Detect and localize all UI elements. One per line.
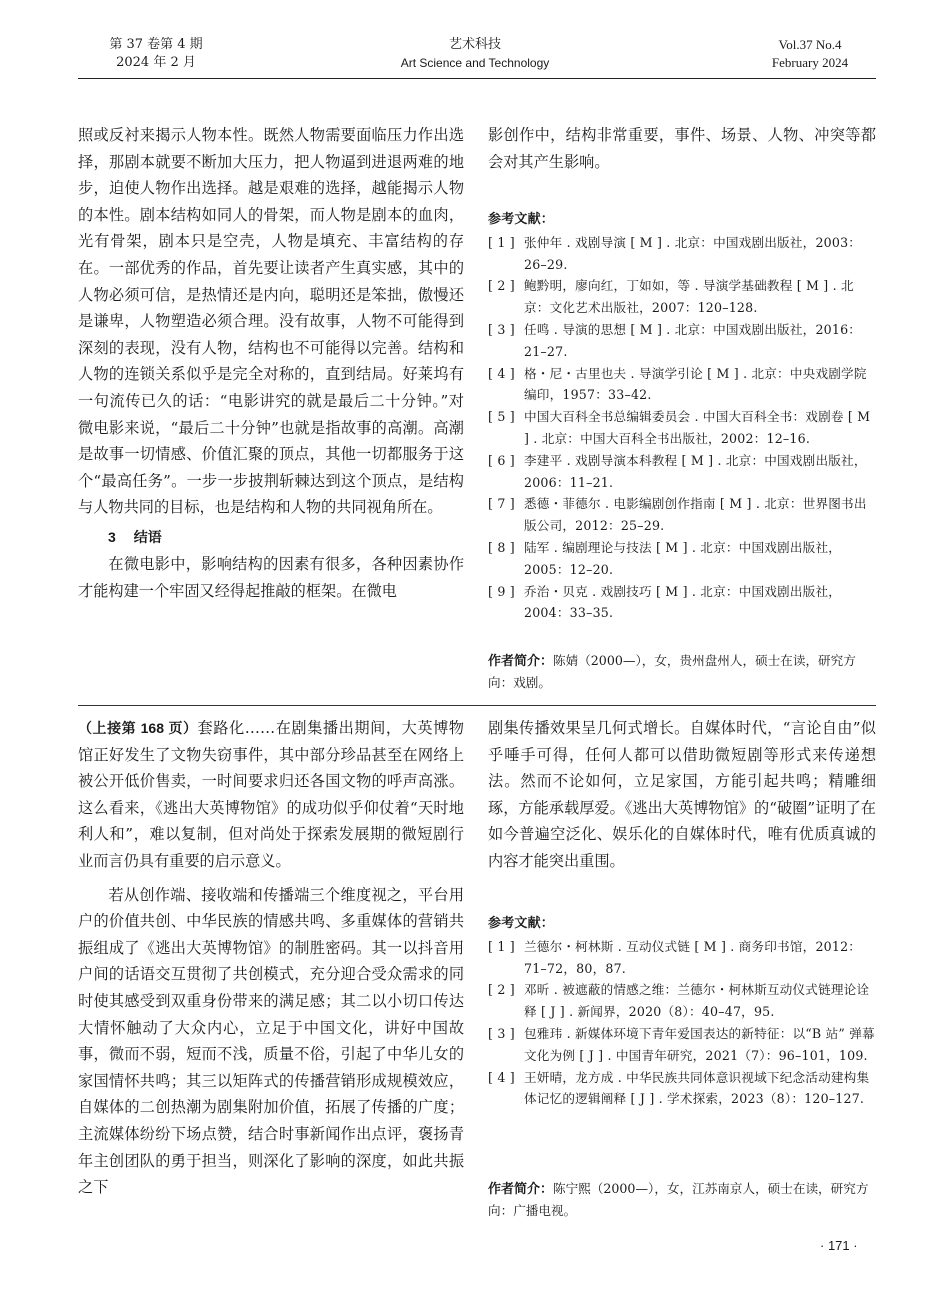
article-divider: [78, 705, 876, 706]
reference-text: 兰德尔・柯林斯 . 互动仪式链 [ M ] . 商务印书馆，2012：71–72，80，87.: [524, 938, 862, 976]
bottom-left-column: [78, 715, 464, 1201]
reference-list: [488, 936, 876, 1110]
top-left-column: [78, 122, 464, 604]
continuation-label: （上接第 168 页）: [78, 720, 198, 736]
reference-text: 格・尼・古里也夫 . 导演学引论 [ M ] . 北京：中央戏剧学院编印，1957：33–42.: [524, 365, 867, 403]
reference-item: [488, 450, 876, 494]
reference-number: [ 8 ]: [488, 539, 515, 555]
reference-text: 任鸣 . 导演的思想 [ M ] . 北京：中国戏剧出版社，2016：21–27.: [524, 321, 862, 359]
section-number: 3: [108, 528, 116, 545]
reference-item: [488, 1023, 876, 1067]
reference-text: 李建平 . 戏剧导演本科教程 [ M ] . 北京：中国戏剧出版社，2006：11–21.: [524, 452, 867, 490]
reference-item: [488, 581, 876, 625]
running-header: [0, 0, 950, 80]
author-label: 作者简介：: [488, 653, 554, 668]
issue-info: [96, 36, 216, 72]
reference-text: 悉德・菲德尔 . 电影编剧创作指南 [ M ] . 北京：世界图书出版公司，2012：25–29.: [524, 496, 867, 534]
reference-item: [488, 232, 876, 276]
top-right-column: [488, 122, 876, 175]
section-heading: [78, 525, 464, 549]
body-paragraph: 若从创作端、接收端和传播端三个维度视之，平台用户的价值共创、中华民族的情感共鸣、多重媒体的营销共振组成了《逃出大英博物馆》的制胜密码。其一以抖音用户间的话语交互贯彻了共创模式，充分迎合受众需求的同时使其感受到双重身份带来的满足感；其二以小切口传达大情怀触动了大众内心，立足于中国文化，讲好中国故事，微而不弱，短而不浅，质量不俗，引起了中华儿女的家国情怀共鸣；其三以矩阵式的传播营销形成规模效应，自媒体的二创热潮为剧集附加价值，拓展了传播的广度；主流媒体纷纷下场点赞，结合时事新闻作出点评，褒扬青年主创团队的勇于担当，则深化了影响的深度，如此共振之下: [78, 885, 464, 1197]
reference-text: 乔治・贝克 . 戏剧技巧 [ M ] . 北京：中国戏剧出版社，2004：33–35.: [524, 583, 842, 621]
reference-item: [488, 493, 876, 537]
body-paragraph: 剧集传播效果呈几何式增长。自媒体时代，“言论自由”似乎唾手可得，任何人都可以借助微短剧等形式来传递想法。然而不论如何，立足家国，方能引起共鸣；精雕细琢，方能承载厚爱。《逃出大英博物馆》的“破圈”证明了在如今普遍空泛化、娱乐化的自媒体时代，唯有优质真诚的内容才能突出重围。: [488, 719, 876, 870]
reference-number: [ 1 ]: [488, 234, 515, 250]
reference-text: 中国大百科全书总编辑委员会 . 中国大百科全书：戏剧卷 [ M ] . 北京：中国大百科全书出版社，2002：12–16.: [524, 409, 871, 446]
reference-text: 张仲年 . 戏剧导演 [ M ] . 北京：中国戏剧出版社，2003：26–29.: [524, 234, 862, 272]
body-paragraph: 在微电影中，影响结构的因素有很多，各种因素协作才能构建一个牢固又经得起推敲的框架。在微电: [78, 554, 464, 600]
reference-item: [488, 363, 876, 407]
reference-text: 鲍黔明，廖向红，丁如如，等 . 导演学基础教程 [ M ] . 北京：文化艺术出版社，2007：120–128.: [524, 278, 854, 316]
reference-item: [488, 1067, 876, 1111]
journal-title-en: Art Science and Technology: [400, 56, 550, 70]
reference-item: [488, 936, 876, 980]
reference-item: [488, 406, 876, 450]
reference-number: [ 1 ]: [488, 938, 515, 954]
issue-date-en: February 2024: [771, 55, 849, 70]
reference-list: [488, 232, 876, 624]
reference-item: [488, 979, 876, 1023]
reference-number: [ 4 ]: [488, 365, 515, 381]
reference-number: [ 2 ]: [488, 278, 515, 294]
top-references: [488, 208, 876, 624]
bottom-author-note: [488, 1178, 876, 1222]
volume-issue: 第 37 卷第 4 期: [109, 37, 203, 52]
reference-number: [ 9 ]: [488, 583, 515, 599]
reference-item: [488, 537, 876, 581]
reference-number: [ 6 ]: [488, 452, 515, 468]
section-title: 结语: [133, 528, 162, 545]
volume-issue-en: Vol.37 No.4: [778, 37, 842, 52]
header-rule: [78, 78, 876, 79]
reference-number: [ 3 ]: [488, 321, 515, 337]
journal-title: [330, 36, 620, 72]
reference-number: [ 5 ]: [488, 409, 515, 425]
journal-title-cn: 艺术科技: [448, 37, 501, 52]
reference-number: [ 7 ]: [488, 496, 515, 512]
top-author-note: [488, 650, 876, 694]
paragraph-gap: [78, 875, 464, 882]
author-text: 陈婧（2000—），女，贵州盘州人，硕士在读，研究方向：戏剧。: [488, 653, 856, 690]
references-heading: 参考文献：: [488, 915, 555, 930]
reference-number: [ 4 ]: [488, 1069, 515, 1085]
author-text: 陈宁熙（2000—），女，江苏南京人，硕士在读，研究方向：广播电视。: [488, 1181, 869, 1218]
body-paragraph: 照或反衬来揭示人物本性。既然人物需要面临压力作出选择，那剧本就要不断加大压力，把人物逼到进退两难的地步，迫使人物作出选择。越是艰难的选择，越能揭示人物的本性。剧本结构如同人的骨架，而人物是剧本的血肉，光有骨架，剧本只是空壳，人物是填充、丰富结构的存在。一部优秀的作品，首先要让读者产生真实感，其中的人物必须可信，是热情还是内向，聪明还是笨拙，傲慢还是谦卑，人物塑造必须合理。没有故事，人物不可能得到深刻的表现，没有人物，结构也不可能得以完善。结构和人物的连锁关系似乎是完全对称的，直到结局。好莱坞有一句流传已久的话：“电影讲究的就是最后二十分钟。”对微电影来说，“最后二十分钟”也就是指故事的高潮。高潮是故事一切情感、价值汇聚的顶点，其他一切都服务于这个“最高任务”。一步一步披荆斩棘达到这个顶点，是结构与人物共同的目标，也是结构和人物的共同视角所在。: [78, 126, 464, 517]
reference-item: [488, 319, 876, 363]
reference-text: 陆军 . 编剧理论与技法 [ M ] . 北京：中国戏剧出版社，2005：12–20.: [524, 539, 842, 577]
reference-number: [ 3 ]: [488, 1025, 515, 1041]
reference-number: [ 2 ]: [488, 982, 515, 998]
continuation-text: 套路化……在剧集播出期间，大英博物馆正好发生了文物失窃事件，其中部分珍品甚至在网络上被公开低价售卖，一时间要求归还各国文物的呼声高涨。这么看来，《逃出大英博物馆》的成功似乎仰仗着“天时地利人和”，难以复制，但对尚处于探索发展期的微短剧行业而言仍具有重要的启示意义。: [78, 719, 464, 870]
author-label: 作者简介：: [488, 1181, 554, 1196]
bottom-right-column: [488, 715, 876, 875]
issue-date: 2024 年 2 月: [116, 55, 196, 70]
reference-text: 邓昕 . 被遮蔽的情感之维：兰德尔・柯林斯互动仪式链理论诠释 [ J ] . 新闻界，2020（8）：40–47，95.: [524, 982, 870, 1020]
reference-text: 包雅玮 . 新媒体环境下青年爱国表达的新特征：以“B 站” 弹幕文化为例 [ J ] . 中国青年研究，2021（7）：96–101，109.: [524, 1025, 875, 1063]
body-paragraph: 影创作中，结构非常重要，事件、场景、人物、冲突等都会对其产生影响。: [488, 126, 876, 171]
bottom-references: [488, 912, 876, 1110]
body-paragraph: [78, 715, 464, 875]
issue-info-en: [745, 36, 875, 72]
page-number: · 171 ·: [820, 1238, 858, 1253]
reference-item: [488, 275, 876, 319]
references-heading: 参考文献：: [488, 211, 555, 226]
reference-text: 王妍晴，龙方成 . 中华民族共同体意识视域下纪念活动建构集体记忆的逻辑阐释 [ J ] . 学术探索，2023（8）：120–127.: [524, 1069, 870, 1107]
